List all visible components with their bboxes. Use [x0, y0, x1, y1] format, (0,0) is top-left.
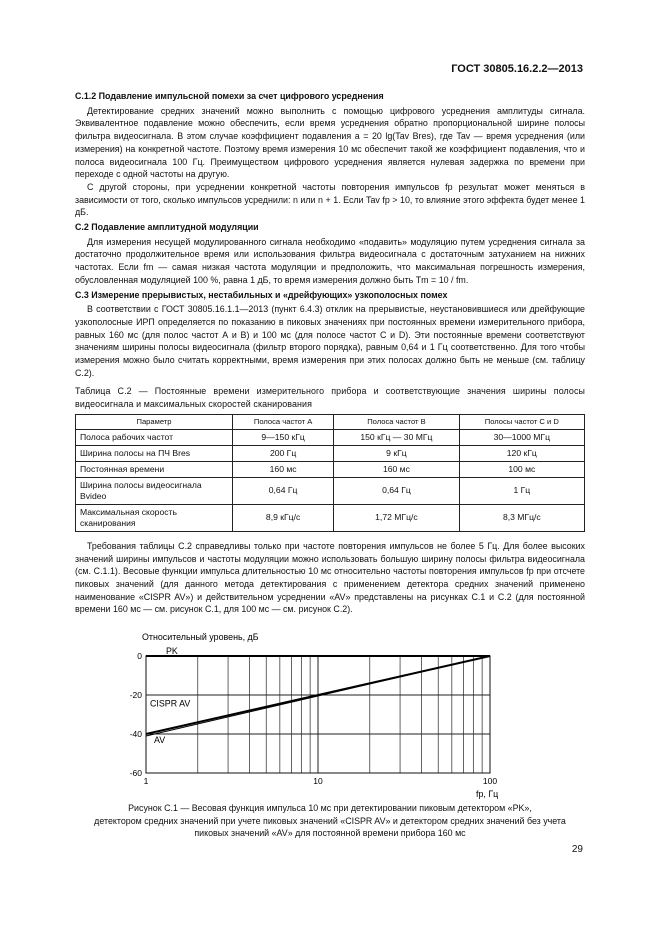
weighting-function-chart [70, 630, 510, 800]
table-cell: 1 Гц [459, 477, 584, 504]
page-number: 29 [571, 844, 583, 855]
section-c3-paragraph: В соответствии с ГОСТ 30805.16.1.1—2013 (пункт 6.4.3) отклик на прерывистые, неустановившиеся или дрейфующие узкополосные ИРП определяется по показанию в пиковых значениях при постоянных времени измерительного прибора, равных 160 мс (для полос частот А и В) и 100 мс (для полосе частот С и D). Эти постоянные времени соответствуют значениям ширины полосы видеосигнала (фильтр второго порядка), равным 0,64 и 1 Гц соответственно. Для того чтобы измерения можно было считать корректными, время измерения при этих полосах должно быть не меньше (см. таблицу С.2). [75, 304, 585, 378]
table-cell: 9 кГц [334, 445, 459, 461]
table-cell: 0,64 Гц [334, 477, 459, 504]
figure-caption-line-1: Рисунок С.1 — Весовая функция импульса 10 мс при детектировании пиковым детектором «PK», [128, 803, 532, 813]
y-tick-label: -60 [129, 768, 142, 778]
document-body [75, 88, 585, 616]
table-header-cell: Полосы частот С и D [459, 414, 584, 429]
document-header: ГОСТ 30805.16.2.2—2013 [451, 63, 583, 75]
y-tick-label: -20 [129, 690, 142, 700]
section-c12-paragraph-2: С другой стороны, при усреднении конкретной частоты повторения импульсов fp результат может меняться в зависимости от того, сколько импульсов усреднили: n или n + 1. Если Tav fp > 10, то влияние этого эффекта будет менее 1 дБ. [75, 181, 585, 218]
table-row [76, 477, 585, 504]
section-c12-title: С.1.2 Подавление импульсной помехи за счет цифрового усреднения [75, 91, 384, 101]
table-header-cell: Полоса частот А [233, 414, 334, 429]
series-label-cispr-av: CISPR AV [150, 698, 191, 709]
x-axis-label: fp, Гц [476, 789, 499, 799]
table-row [76, 429, 585, 445]
table-cell: Полоса рабочих частот [76, 429, 233, 445]
series-label-pk: PK [166, 646, 178, 656]
table-cell: 120 кГц [459, 445, 584, 461]
table-row [76, 445, 585, 461]
series-label-av: AV [154, 734, 166, 745]
section-c3-title: С.3 Измерение прерывистых, нестабильных и «дрейфующих» узкополосных помех [75, 289, 448, 300]
table-cell: 160 мс [334, 461, 459, 477]
table-header-cell: Параметр [76, 414, 233, 429]
section-c12-paragraph-1: Детектирование средних значений можно выполнить с помощью цифрового усреднения амплитуды сигнала. Эквивалентное подавление можно обеспечить, если время усреднения обратно пропорциональной ширине полосы фильтра видеосигнала. В этом случае коэффициент подавления a = 20 lg(Tav Bres), где Tav — время усреднения (или измерения) на конкретной частоте. Поэтому время измерения 10 мс обеспечит такой же коэффициент подавления, что и полоса видеосигнала 100 Гц. Преимуществом цифрового усреднения является нулевая задержка по времени при переходе с одной частоты на другую. [75, 105, 585, 180]
figure-caption-line-3: пиковых значений «AV» для постоянной времени прибора 160 мс [194, 828, 466, 838]
table-cell: Ширина полосы на ПЧ Bres [76, 445, 233, 461]
section-c2-title: С.2 Подавление амплитудной модуляции [75, 222, 259, 233]
table-cell: 150 кГц — 30 МГц [334, 429, 459, 445]
requirements-paragraph: Требования таблицы С.2 справедливы только при частоте повторения импульсов не более 5 Гц. Для более высоких значений ширины импульсов и частоты модуляции можно использовать большую ширину полосы фильтра видеосигнала (см. С.1.1). Весовые функции импульса длительностью 10 мс относительно частоты повторения импульсов fp при отсчете пиковых значений (для данного метода детектирования с применением детектора средних значений применено наименование «CISPR AV») и действительном усреднении «AV» представлены на рисунках С.1 и С.2 (для постоянной времени 160 мс — см. рисунок С.1, для 100 мс — см. рисунок С.2). [75, 540, 585, 615]
table-cell: Максимальная скорость сканирования [76, 504, 233, 531]
table-cell: 8,3 МГц/с [459, 504, 584, 531]
table-cell: 1,72 МГц/с [334, 504, 459, 531]
x-tick-label: 10 [313, 776, 323, 786]
table-cell: 9—150 кГц [233, 429, 334, 445]
table-row [76, 504, 585, 531]
section-c2-paragraph: Для измерения несущей модулированного сигнала необходимо «подавить» модуляцию путем усреднения сигнала за достаточно продолжительное время или использования фильтра видеосигнала с достаточным затуханием на нижних частотах. Если fm — самая низкая частота модуляции и предположить, что максимальная погрешность измерения, обусловленная модуляцией 100 %, равна 1 дБ, то время измерения должно быть Tm = 10 / fm. [75, 236, 585, 285]
table-cell: 8,9 кГц/с [233, 504, 334, 531]
table-cell: Ширина полосы видеосигнала Bvideo [76, 477, 233, 504]
y-tick-label: -40 [129, 729, 142, 739]
parameters-table [75, 414, 585, 532]
table-header-cell: Полоса частот В [334, 414, 459, 429]
table-cell: Постоянная времени [76, 461, 233, 477]
table-cell: 160 мс [233, 461, 334, 477]
figure-caption [75, 802, 585, 840]
table-row [76, 461, 585, 477]
x-tick-label: 1 [143, 776, 149, 786]
table-caption: Таблица С.2 — Постоянные времени измерительного прибора и соответствующие значения ширины полосы видеосигнала и максимальных скоростей сканирования [75, 386, 585, 410]
x-tick-label: 100 [482, 776, 498, 786]
y-axis-label: Относительный уровень, дБ [142, 632, 259, 642]
table-cell: 200 Гц [233, 445, 334, 461]
table-cell: 30—1000 МГц [459, 429, 584, 445]
table-cell: 0,64 Гц [233, 477, 334, 504]
table-cell: 100 мс [459, 461, 584, 477]
y-tick-label: 0 [137, 651, 142, 661]
table-header-row [76, 414, 585, 429]
figure-caption-line-2: детектором средних значений при учете пиковых значений «CISPR AV» и детектором средних значений без учета [94, 815, 566, 826]
